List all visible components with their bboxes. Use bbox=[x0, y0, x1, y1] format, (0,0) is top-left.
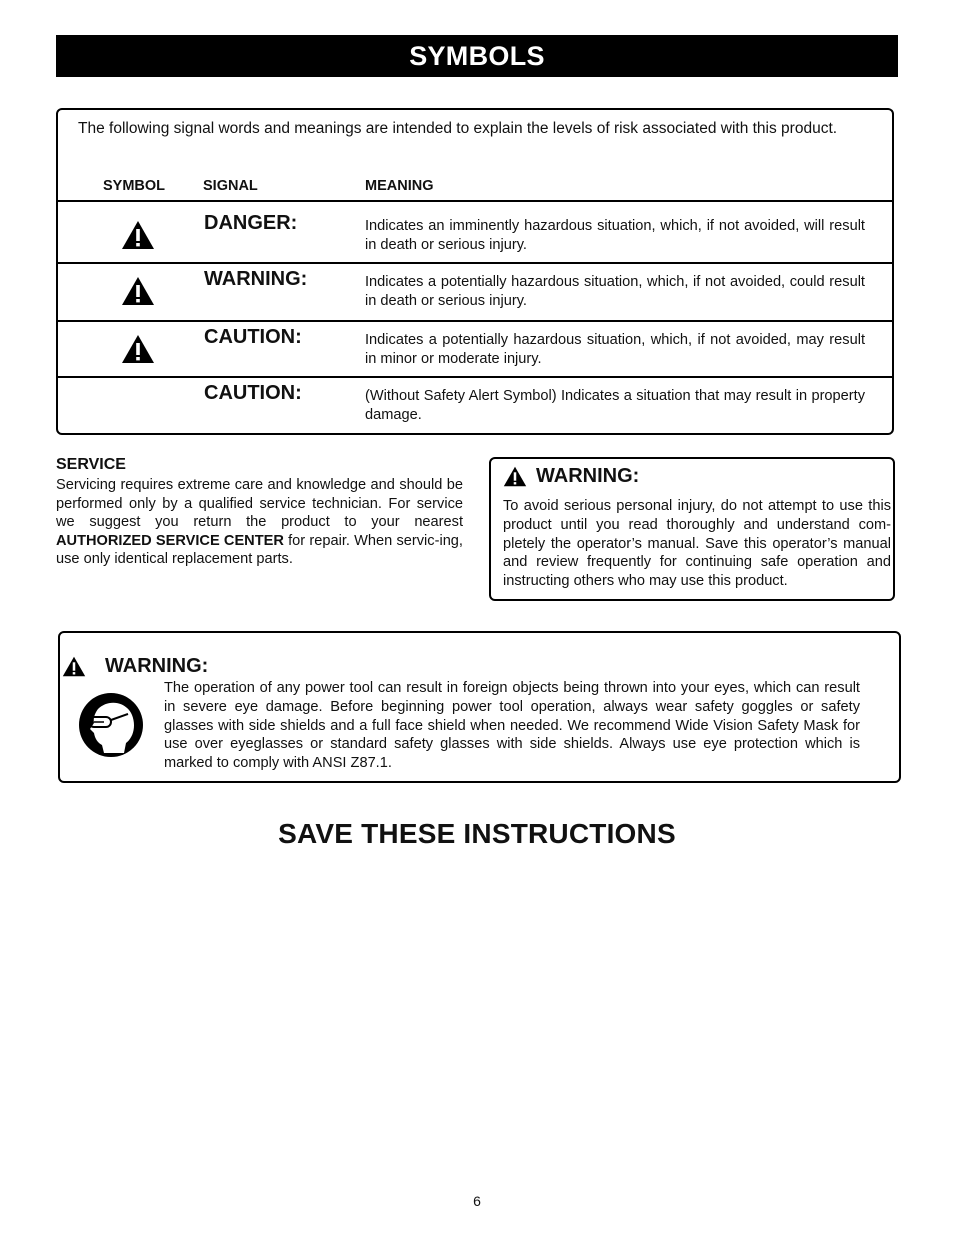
authorized-service-center: AUTHORIZED SERVICE CENTER bbox=[56, 532, 284, 549]
service-text-part: Servicing requires extreme care and knowledge and should be performed only by a qualified service technician. For service we suggest you return the product to your nearest bbox=[56, 477, 463, 530]
manual-warning-box bbox=[489, 457, 895, 601]
page-title: SYMBOLS bbox=[56, 35, 898, 77]
signal-row-danger bbox=[58, 200, 892, 262]
safety-alert-icon bbox=[121, 276, 155, 306]
page-number: 6 bbox=[473, 1193, 481, 1209]
signal-label: CAUTION: bbox=[204, 382, 302, 404]
manual-warning-text: To avoid serious personal injury, do not attempt to use this product until you read thoroughly and understand com-pletely the operator’s manual. Save this operator’s manual and review frequently for continuing safe operation and instructing others who may use this product. bbox=[503, 498, 891, 590]
service-text-part: for repair. When servic-ing, use only identical replacement parts. bbox=[56, 532, 463, 567]
symbols-table bbox=[56, 108, 894, 435]
column-header-signal: SIGNAL bbox=[203, 178, 258, 194]
safety-alert-icon bbox=[62, 656, 86, 677]
warning-heading bbox=[62, 655, 208, 678]
eye-warning-text: The operation of any power tool can result in foreign objects being thrown into your eyes, which can result in severe eye damage. Before beginning power tool operation, always wear safety goggles or safety glasses with side shields and a full face shield when needed. We recommend Wide Vision Safety Mask for use over eyeglasses or standard safety glasses with side shields. Always use eye protection which is marked to comply with ANSI Z87.1. bbox=[164, 680, 860, 772]
service-heading: SERVICE bbox=[56, 456, 126, 473]
signal-label: DANGER: bbox=[204, 212, 298, 234]
eye-warning-box bbox=[58, 631, 901, 783]
column-header-meaning: MEANING bbox=[365, 178, 434, 194]
signal-label: CAUTION: bbox=[204, 326, 302, 348]
safety-alert-icon bbox=[503, 466, 527, 487]
signal-row-caution bbox=[58, 320, 892, 378]
safety-alert-icon bbox=[121, 220, 155, 250]
service-text bbox=[56, 476, 463, 569]
symbols-intro: The following signal words and meanings are intended to explain the levels of risk associated with this product. bbox=[78, 120, 838, 137]
signal-meaning: Indicates a potentially hazardous situation, which, if not avoided, may result in minor or moderate injury. bbox=[365, 332, 865, 367]
column-header-symbol: SYMBOL bbox=[103, 178, 166, 194]
warning-heading-label: WARNING: bbox=[536, 465, 640, 487]
safety-glasses-icon bbox=[78, 691, 144, 759]
warning-heading bbox=[503, 465, 639, 488]
signal-meaning: Indicates a potentially hazardous situation, which, if not avoided, could result in death or serious injury. bbox=[365, 274, 865, 309]
signal-row-caution-no-symbol bbox=[58, 376, 892, 434]
signal-row-warning bbox=[58, 262, 892, 320]
warning-heading-label: WARNING: bbox=[105, 655, 209, 677]
save-instructions-title: SAVE THESE INSTRUCTIONS bbox=[278, 818, 676, 849]
signal-meaning: (Without Safety Alert Symbol) Indicates a situation that may result in property damage. bbox=[365, 388, 865, 423]
signal-meaning: Indicates an imminently hazardous situation, which, if not avoided, will result in death or serious injury. bbox=[365, 218, 865, 253]
safety-alert-icon bbox=[121, 334, 155, 364]
signal-label: WARNING: bbox=[204, 268, 308, 290]
